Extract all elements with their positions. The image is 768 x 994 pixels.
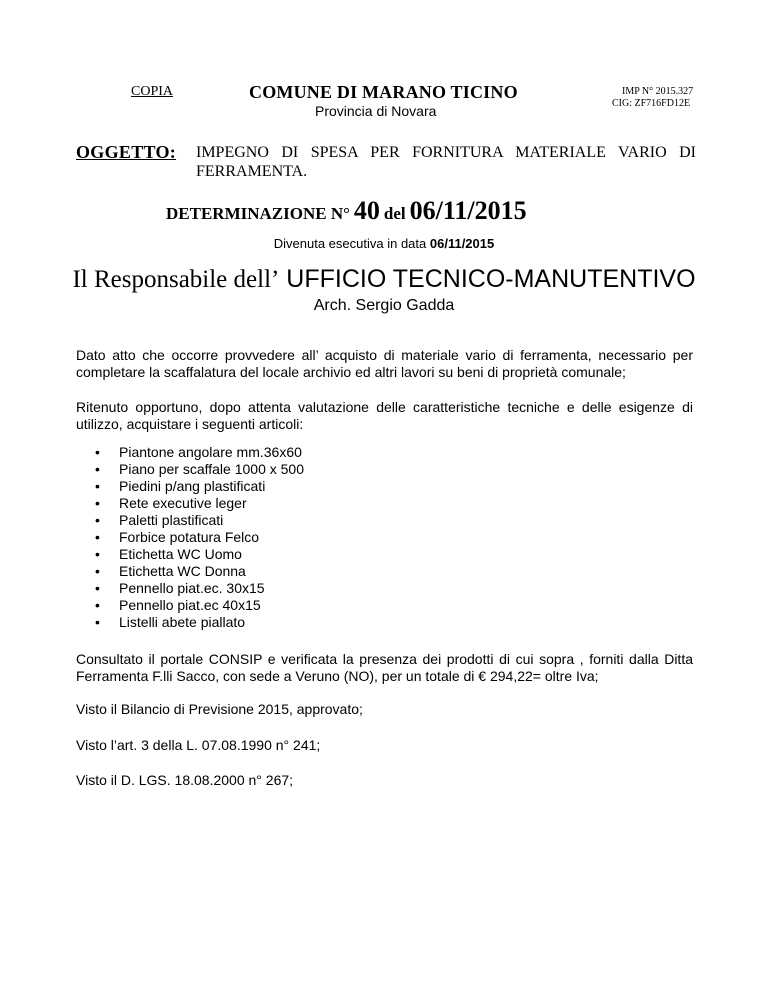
bullet-icon: • — [95, 495, 100, 511]
list-item-label: Paletti plastificati — [119, 512, 224, 528]
paragraph-dato-atto: Dato atto che occorre provvedere all’ acquisto di materiale vario di ferramenta, necessario per completare la scaffalatura del locale archivio ed altri lavori su beni di proprietà comunale; — [76, 347, 693, 380]
list-item-label: Etichetta WC Donna — [119, 563, 246, 579]
list-item-label: Etichetta WC Uomo — [119, 546, 242, 562]
bullet-icon: • — [95, 512, 100, 528]
list-item — [95, 512, 304, 529]
list-item-label: Pennello piat.ec. 30x15 — [119, 580, 265, 596]
esecutiva-text: Divenuta esecutiva in data — [273, 236, 427, 251]
bullet-icon: • — [95, 614, 100, 630]
bullet-icon: • — [95, 546, 100, 562]
responsabile-office: UFFICIO TECNICO-MANUTENTIVO — [286, 265, 696, 293]
bullet-icon: • — [95, 461, 100, 477]
bullet-icon: • — [95, 563, 100, 579]
responsabile-heading — [0, 265, 768, 294]
imp-reference — [612, 86, 694, 110]
bullet-icon: • — [95, 478, 100, 494]
paragraph-consultato: Consultato il portale CONSIP e verificata la presenza dei prodotti di cui sopra , forniti dalla Ditta Ferramenta F.lli Sacco, con sede a Veruno (NO), per un totale di € 294,22= oltre Iva; — [76, 651, 693, 684]
determinazione-date: 06/11/2015 — [409, 196, 527, 225]
bullet-icon: • — [95, 444, 100, 460]
imp-number: IMP N° 2015.327 — [622, 86, 694, 97]
list-item-label: Piano per scaffale 1000 x 500 — [119, 461, 304, 477]
oggetto-label: OGGETTO: — [76, 142, 177, 162]
determinazione-del: del — [383, 204, 406, 223]
list-item — [95, 614, 304, 631]
esecutiva-line — [0, 236, 768, 251]
list-item — [95, 461, 304, 478]
paragraph-bilancio: Visto il Bilancio di Previsione 2015, approvato; — [76, 701, 363, 717]
bullet-icon: • — [95, 597, 100, 613]
list-item — [95, 580, 304, 597]
list-item-label: Pennello piat.ec 40x15 — [119, 597, 261, 613]
esecutiva-date: 06/11/2015 — [429, 236, 495, 251]
items-list — [95, 444, 304, 631]
paragraph-ritenuto: Ritenuto opportuno, dopo attenta valutazione delle caratteristiche tecniche e delle esigenze di utilizzo, acquistare i seguenti articoli: — [76, 399, 693, 432]
list-item — [95, 563, 304, 580]
list-item-label: Forbice potatura Felco — [119, 529, 260, 545]
list-item-label: Rete executive leger — [119, 495, 247, 511]
list-item-label: Piedini p/ang plastificati — [119, 478, 266, 494]
copia-label: COPIA — [131, 84, 174, 99]
cig-code: CIG: ZF716FD12E — [612, 98, 691, 109]
list-item-label: Piantone angolare mm.36x60 — [119, 444, 302, 460]
determinazione-number: 40 — [353, 196, 380, 225]
list-item — [95, 444, 304, 461]
determinazione-heading — [166, 196, 527, 226]
list-item — [95, 495, 304, 512]
list-item — [95, 546, 304, 563]
list-item — [95, 478, 304, 495]
list-item — [95, 597, 304, 614]
oggetto-text: IMPEGNO DI SPESA PER FORNITURA MATERIALE VARIO DI FERRAMENTA. — [196, 144, 696, 180]
paragraph-dlgs-267: Visto il D. LGS. 18.08.2000 n° 267; — [76, 772, 294, 788]
determinazione-label: DETERMINAZIONE N° — [166, 204, 350, 223]
bullet-icon: • — [95, 529, 100, 545]
bullet-icon: • — [95, 580, 100, 596]
provincia-subtitle: Provincia di Novara — [315, 103, 437, 119]
list-item-label: Listelli abete piallato — [119, 614, 246, 630]
comune-title: COMUNE DI MARANO TICINO — [249, 82, 518, 102]
responsabile-name: Arch. Sergio Gadda — [313, 297, 455, 314]
paragraph-legge-241: Visto l’art. 3 della L. 07.08.1990 n° 241; — [76, 737, 321, 753]
responsabile-prefix: Il Responsabile dell’ — [72, 266, 280, 293]
list-item — [95, 529, 304, 546]
